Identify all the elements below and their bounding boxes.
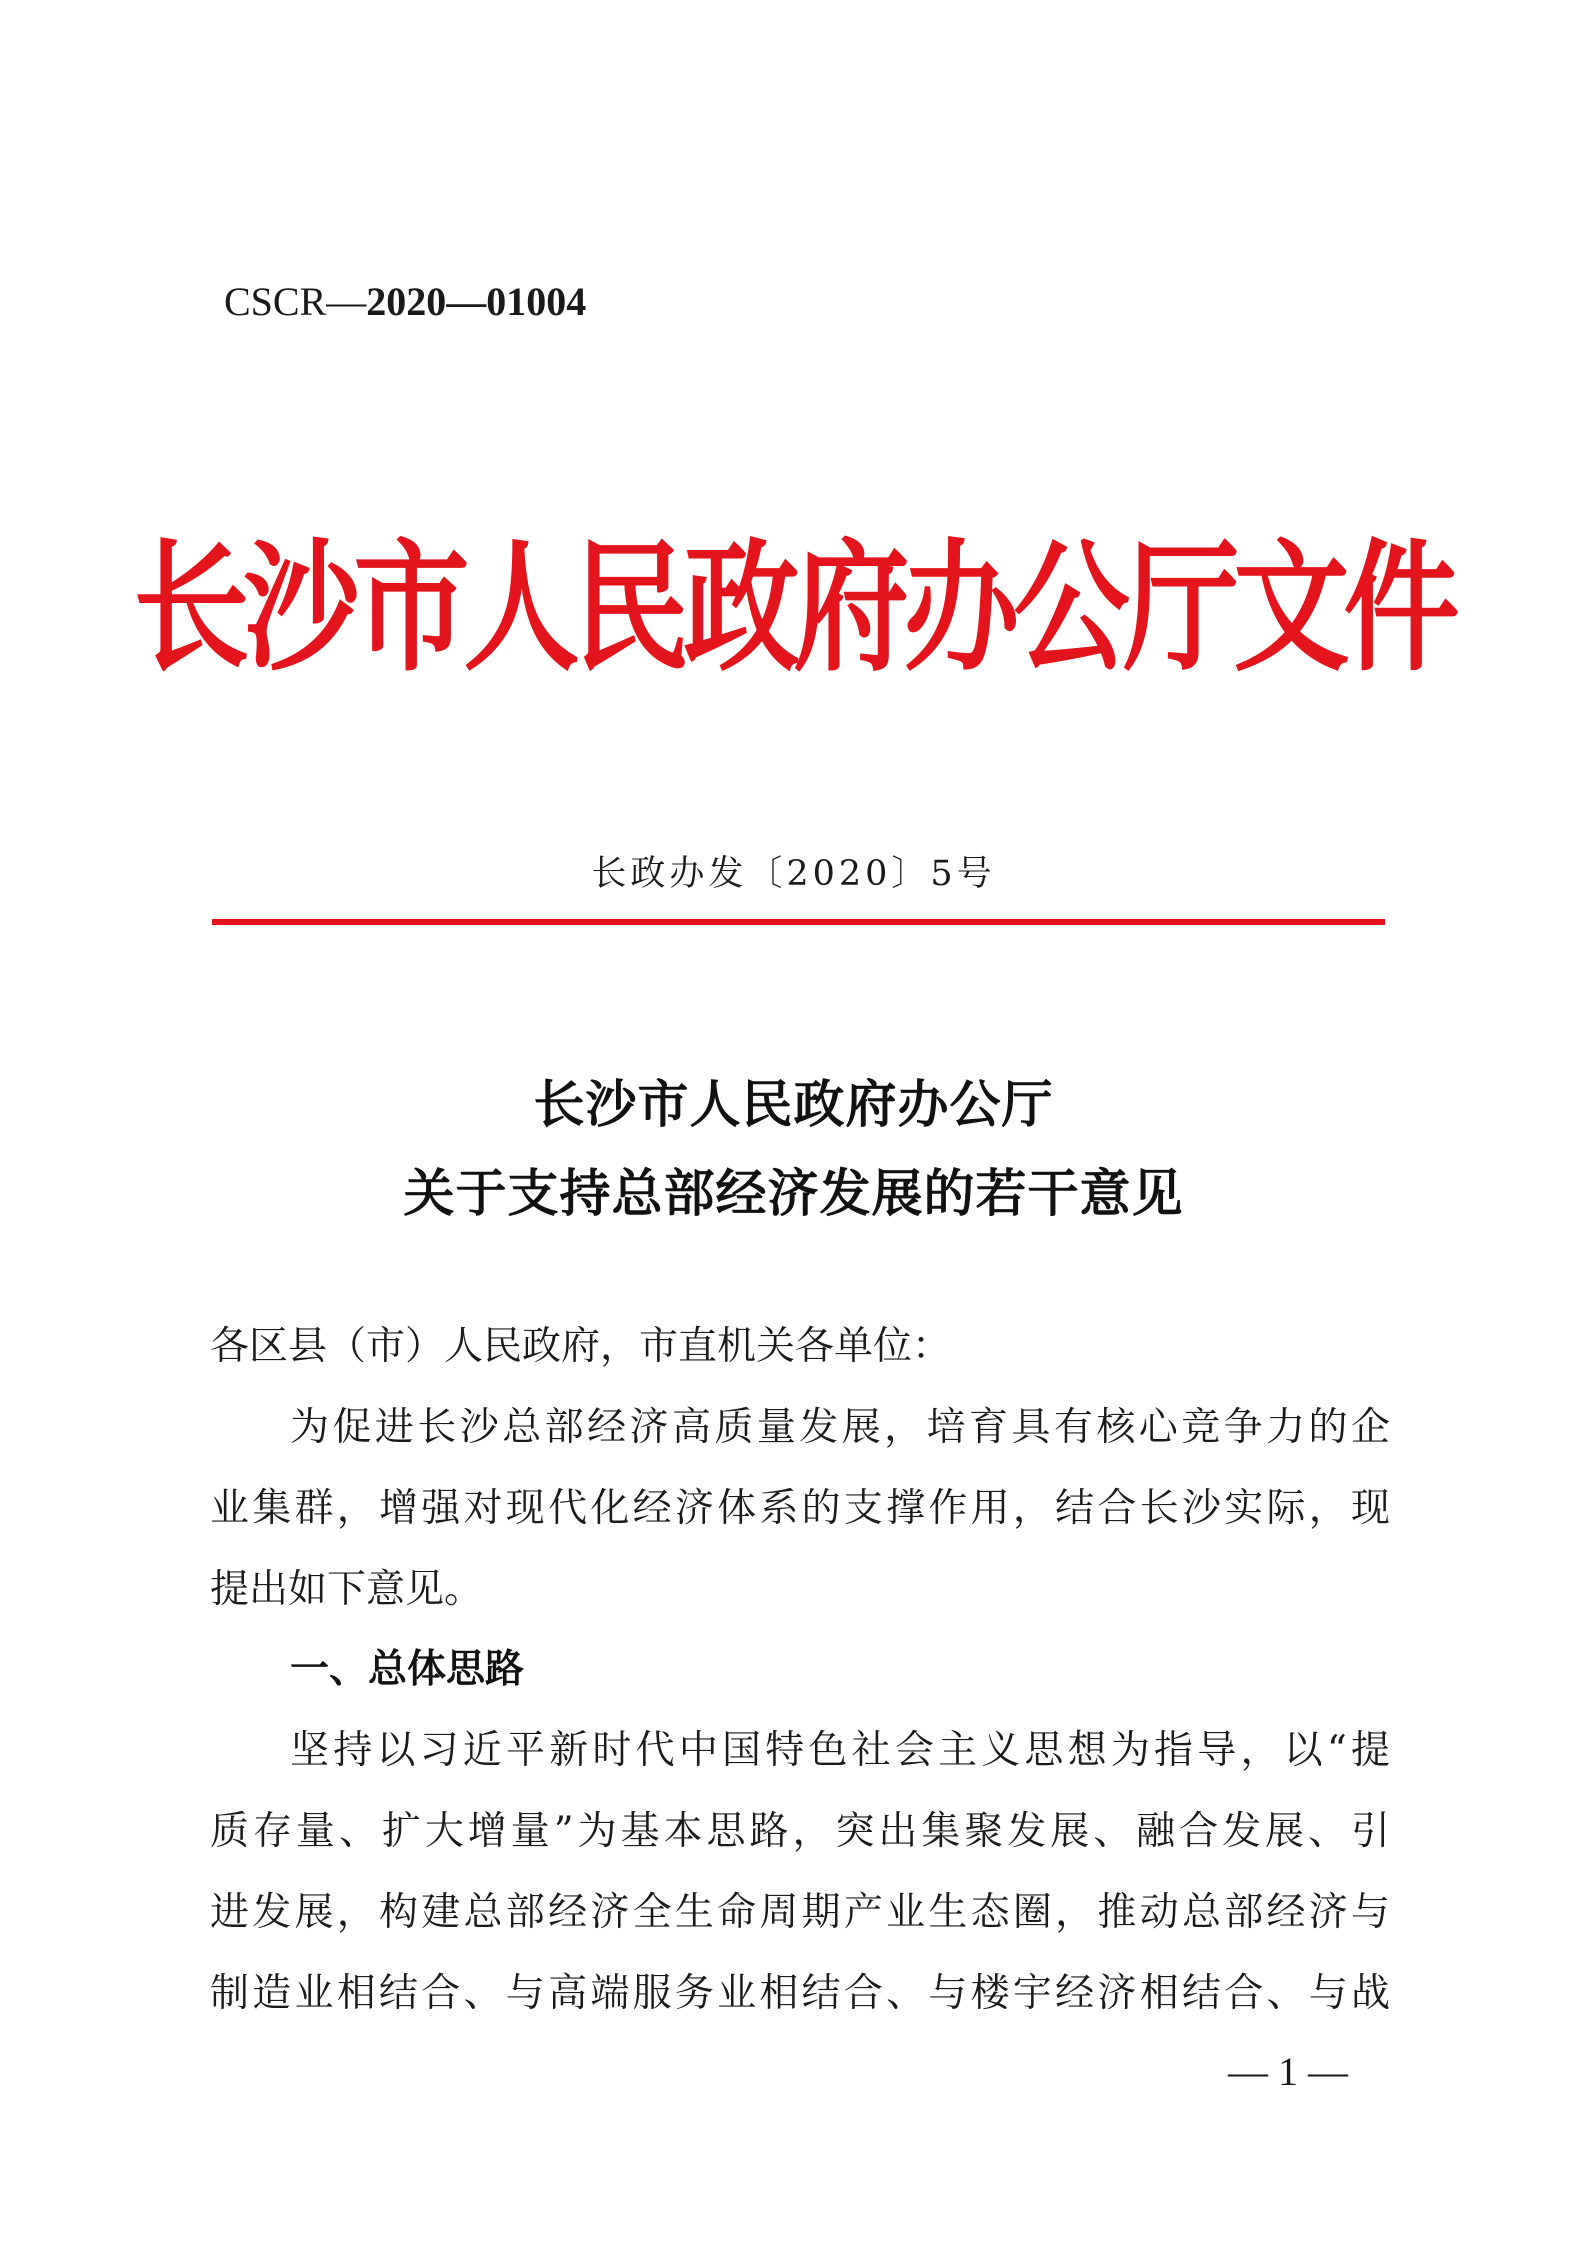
- section-paragraph-line: 质存量、扩大增量”为基本思路，突出集聚发展、融合发展、引: [210, 1809, 1390, 1854]
- salutation: 各区县（市）人民政府，市直机关各单位：: [210, 1324, 952, 1369]
- document-number: 长政办发〔2020〕5号: [591, 854, 996, 894]
- document-code-serial: 01004: [486, 279, 587, 324]
- issuing-organization-header: 长沙市人民政府办公厅文件: [133, 526, 1454, 692]
- section-paragraph-line: 进发展，构建总部经济全生命周期产业生态圈，推动总部经济与: [210, 1890, 1390, 1935]
- intro-paragraph-line: 业集群，增强对现代化经济体系的支撑作用，结合长沙实际，现: [210, 1486, 1390, 1531]
- document-code-prefix: CSCR—: [224, 279, 367, 324]
- document-code-separator: —: [446, 279, 487, 324]
- document-code-year: 2020: [366, 279, 447, 324]
- document-title-line-1: 长沙市人民政府办公厅: [533, 1075, 1054, 1135]
- intro-paragraph-line: 为促进长沙总部经济高质量发展，培育具有核心竞争力的企: [290, 1405, 1390, 1450]
- intro-paragraph-line: 提出如下意见。: [210, 1567, 484, 1612]
- page-number: — 1 —: [1228, 2049, 1348, 2094]
- document-code: [224, 278, 586, 325]
- red-divider-line: [212, 919, 1385, 925]
- section-paragraph-line: 制造业相结合、与高端服务业相结合、与楼宇经济相结合、与战: [210, 1971, 1390, 2016]
- document-title-line-2: 关于支持总部经济发展的若干意见: [403, 1164, 1184, 1224]
- section-heading: 一、总体思路: [290, 1647, 525, 1692]
- section-paragraph-line: 坚持以习近平新时代中国特色社会主义思想为指导，以“提: [290, 1728, 1390, 1773]
